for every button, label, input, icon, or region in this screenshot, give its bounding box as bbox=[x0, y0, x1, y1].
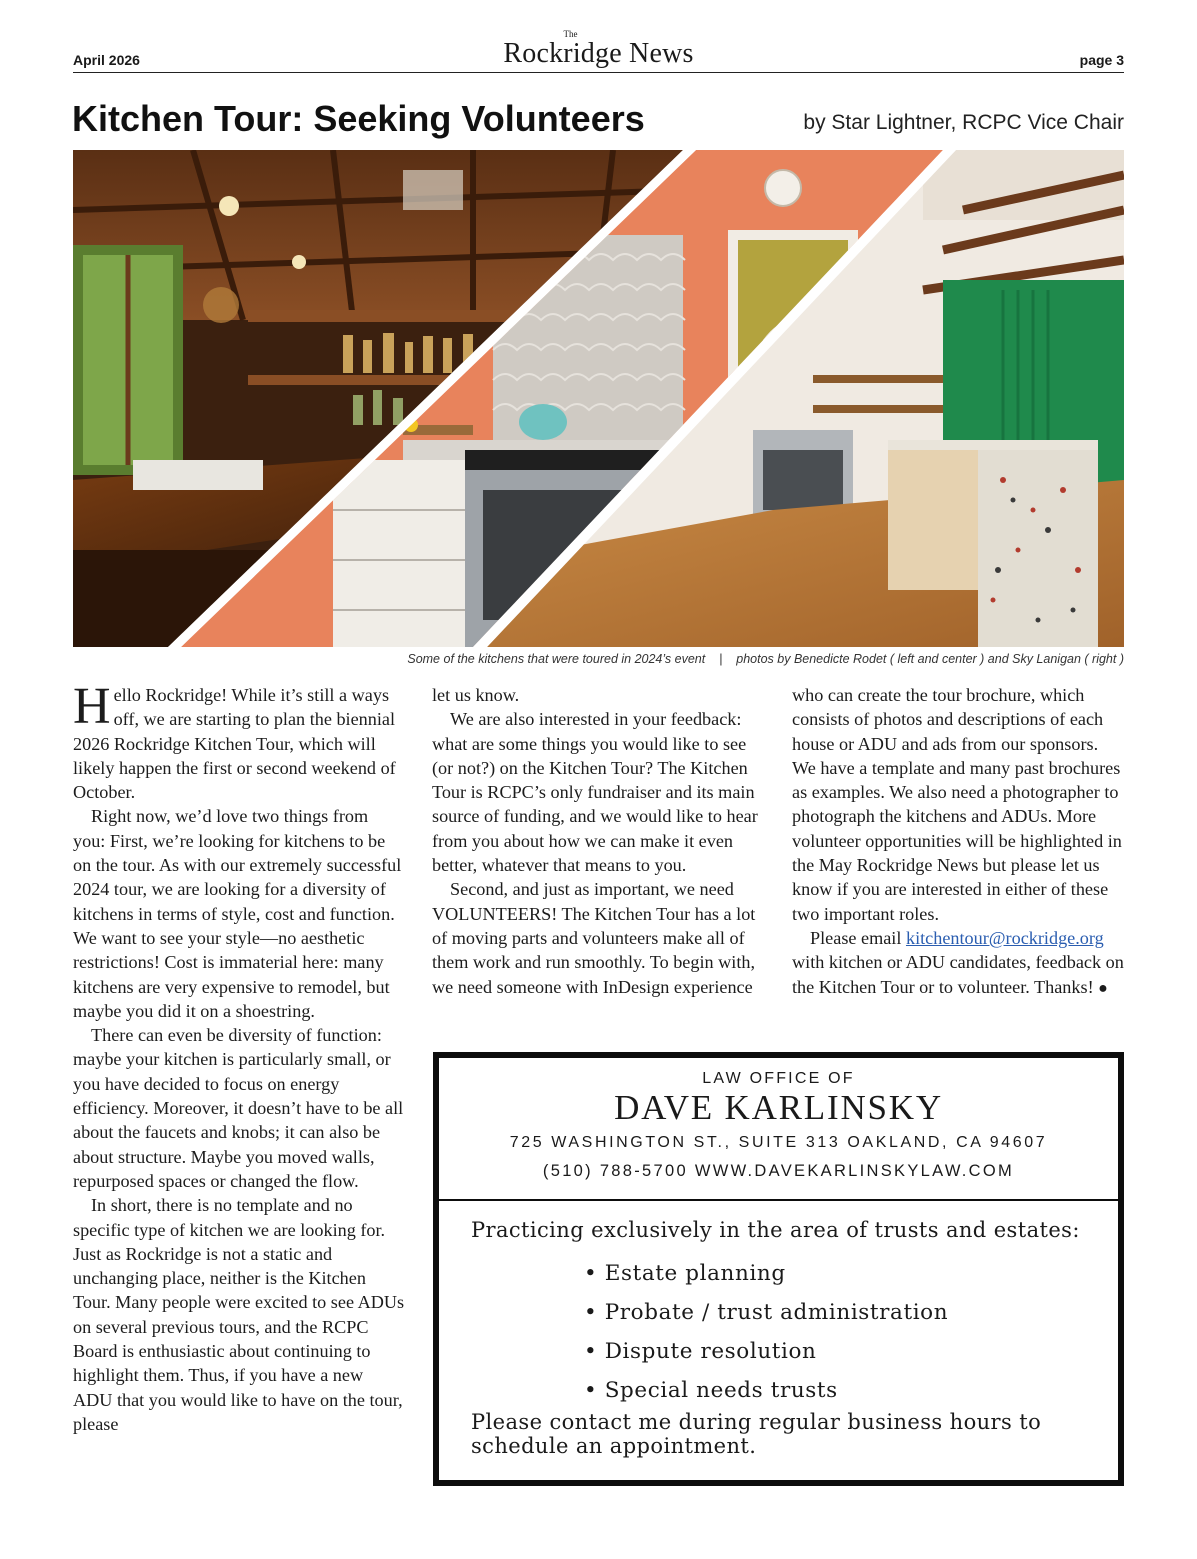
email-link[interactable]: kitchentour@rockridge.org bbox=[905, 927, 1104, 948]
drop-cap: H bbox=[73, 678, 111, 735]
ad-services-list bbox=[584, 1254, 948, 1410]
ad-address: 725 WASHINGTON ST., SUITE 313 OAKLAND, CA 94607 bbox=[509, 1134, 1048, 1151]
page-number: page 3 bbox=[1079, 52, 1124, 68]
paragraph: In short, there is no template and no specific type of kitchen we are looking for. Just as Rockridge is not a static and unchanging place, neither is the Kitchen Tour. Many people were excited to see ADUs on several previous tours, and the RCPC Board is enthusiastic about continuing to highlight them. Thus, if you have a new ADU that you would like to have on the tour, please bbox=[73, 1195, 405, 1434]
photo-caption: Some of the kitchens that were toured in 2024’s event | photos by Benedicte Rodet ( left and center ) and Sky Lanigan ( right ) bbox=[407, 652, 1124, 666]
ad-attorney-name: DAVE KARLINSKY bbox=[614, 1088, 943, 1127]
paragraph: We are also interested in your feedback: what are some things you would like to see (or not?) on the Kitchen Tour? The Kitchen Tour is RCPC’s only fundraiser and its main source of funding, and we would like to hear from you about how we can make it even better, whatever that means to you. bbox=[432, 709, 758, 876]
paragraph-email bbox=[792, 926, 1124, 1001]
ad-service-item: • Probate / trust administration bbox=[584, 1300, 949, 1325]
masthead-name: Rockridge News bbox=[503, 38, 694, 69]
ad-intro: Practicing exclusively in the area of trusts and estates: bbox=[471, 1218, 1080, 1242]
masthead-logo bbox=[0, 30, 1197, 69]
ad-service-item: • Special needs trusts bbox=[584, 1378, 838, 1403]
paragraph: There can even be diversity of function: maybe your kitchen is particularly small, or you have decided to focus on energy efficiency. Moreover, it doesn’t have to be all about the faucets and knobs; it can also be about structure. Maybe you moved walls, repurposed spaces or changed the flow. bbox=[73, 1025, 404, 1191]
article-title: Kitchen Tour: Seeking Volunteers bbox=[72, 98, 645, 139]
paragraph: Second, and just as important, we need VOLUNTEERS! The Kitchen Tour has a lot of moving parts and volunteers make all of them work and run smoothly. To begin with, we need someone with InDesign experience bbox=[432, 879, 756, 997]
ad-service-item: • Estate planning bbox=[584, 1261, 786, 1286]
article-column-3 bbox=[792, 683, 1124, 1001]
paragraph-intro bbox=[73, 678, 405, 804]
article-column-2 bbox=[432, 683, 764, 999]
ad-header bbox=[439, 1058, 1118, 1199]
email-prefix: Please email bbox=[810, 927, 906, 948]
header-rule bbox=[73, 72, 1124, 73]
article-byline: by Star Lightner, RCPC Vice Chair bbox=[803, 111, 1124, 134]
ad-divider bbox=[439, 1199, 1118, 1201]
kitchen-photo-collage bbox=[73, 150, 1124, 647]
paragraph-intro-text: ello Rockridge! While it’s still a ways off, we are starting to plan the biennial 2026 Rockridge Kitchen Tour, which will likely happen the first or second weekend of October. bbox=[73, 685, 396, 803]
paragraph: Right now, we’d love two things from you: First, we’re looking for kitchens to be on the tour. As with our extremely successful 2024 tour, we are looking for a diversity of kitchens in terms of style, cost and function. We want to see your style—no aesthetic restrictions! Cost is immaterial here: many kitchens are very expensive to remodel, but maybe you did it on a shoestring. bbox=[73, 806, 402, 1021]
paragraph: let us know. bbox=[432, 685, 520, 705]
ad-law-office-label: LAW OFFICE OF bbox=[702, 1070, 855, 1087]
issue-date: April 2026 bbox=[73, 52, 140, 68]
article-column-1 bbox=[73, 678, 405, 1436]
kitchen-photos-svg bbox=[73, 150, 1124, 647]
email-suffix: with kitchen or ADU candidates, feedback on the Kitchen Tour or to volunteer. Thanks! bbox=[792, 952, 1124, 997]
ad-phone-website: (510) 788-5700 WWW.DAVEKARLINSKYLAW.COM bbox=[542, 1162, 1015, 1180]
ad-contact-note: Please contact me during regular business hours to schedule an appointment. bbox=[471, 1410, 1042, 1458]
masthead-the: The bbox=[563, 29, 578, 39]
end-mark: ● bbox=[1098, 979, 1108, 997]
ad-service-item: • Dispute resolution bbox=[584, 1339, 817, 1364]
paragraph: who can create the tour brochure, which consists of photos and descriptions of each house or ADU and ads from our sponsors. We have a template and many past brochures as examples. We also need a photographer to photograph the kitchens and ADUs. More volunteer opportunities will be highlighted in the May Rockridge News but please let us know if you are interested in either of these two important roles. bbox=[792, 685, 1122, 924]
law-office-ad bbox=[433, 1052, 1124, 1486]
